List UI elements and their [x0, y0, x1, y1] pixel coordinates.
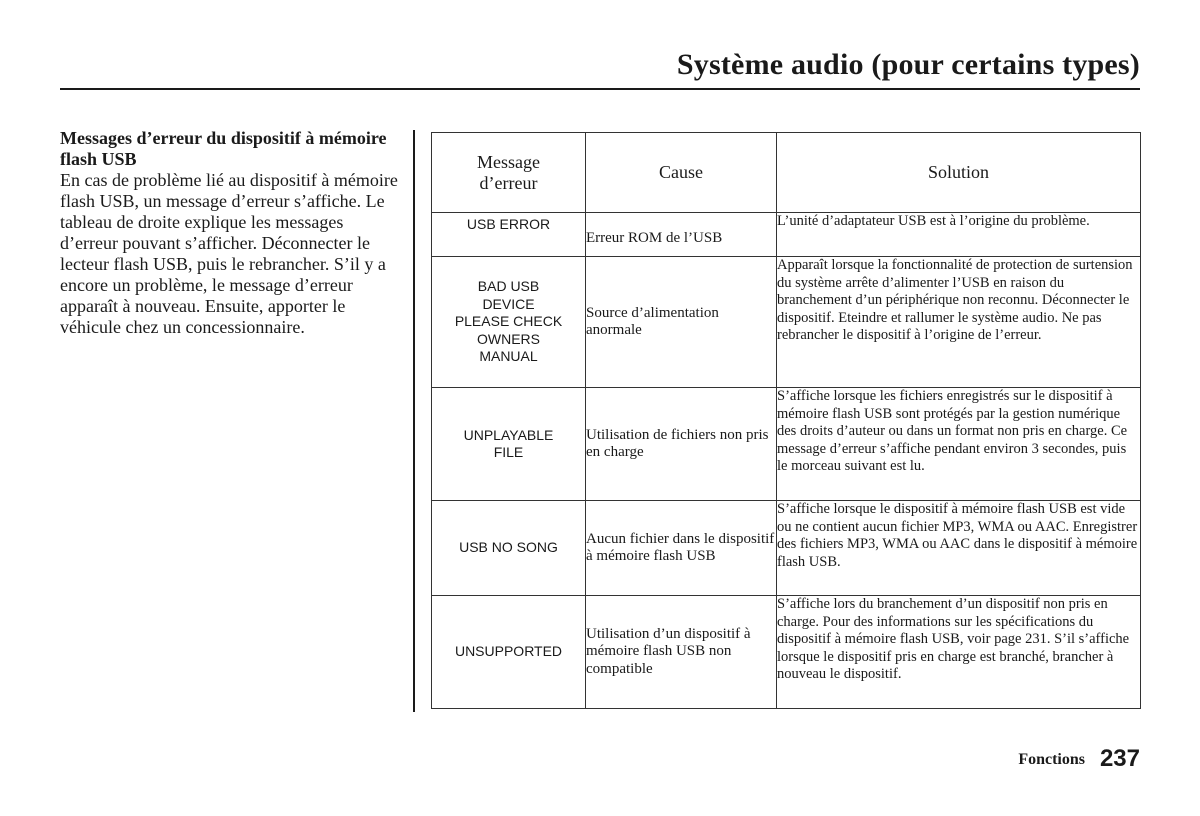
- solution-text: Apparaît lorsque la fonctionnalité de protection de surtension du système arrête d’alimenter l’USB en raison du branchement d’un périphérique non reconnu. Déconnecter le dispositif. Eteindre et rallumer le système audio. Ne pas rebrancher le dispositif à l’origine de l’erreur.: [777, 257, 1133, 343]
- table-row: [432, 257, 1141, 388]
- error-message-cell: [432, 388, 586, 501]
- solution-cell: [777, 257, 1141, 388]
- table-header-row: [432, 133, 1141, 213]
- table-row: [432, 596, 1141, 709]
- intro-section: [60, 128, 400, 338]
- solution-text: S’affiche lorsque le dispositif à mémoire flash USB est vide ou ne contient aucun fichier MP3, WMA ou AAC. Enregistrer des fichiers MP3, WMA ou AAC dans le dispositif à mémoire flash USB.: [777, 501, 1138, 570]
- solution-text: S’affiche lorsque les fichiers enregistrés sur le dispositif à mémoire flash USB sont protégés par la gestion numérique des droits d’auteur ou dans un format non pris en charge. Ce message d’erreur s’affiche pendant environ 3 secondes, puis le morceau suivant est lu.: [777, 388, 1128, 474]
- header-message: [432, 133, 586, 213]
- solution-cell: [777, 501, 1141, 596]
- footer-section-label: Fonctions: [1018, 751, 1085, 768]
- header-message-text: Message d’erreur: [477, 151, 540, 193]
- title-divider: [60, 88, 1140, 90]
- cause-cell: [586, 596, 777, 709]
- cause-text: Utilisation d’un dispositif à mémoire flash USB non compatible: [586, 625, 751, 677]
- error-message: UNSUPPORTED: [454, 643, 563, 660]
- error-message: USB ERROR: [466, 216, 551, 232]
- table-row: [432, 501, 1141, 596]
- table-row: [432, 388, 1141, 501]
- error-message: USB NO SONG: [459, 539, 558, 556]
- solution-cell: [777, 213, 1141, 257]
- header-cause: Cause: [586, 133, 777, 213]
- cause-text: Source d’alimentation anormale: [586, 304, 719, 338]
- table-row: [432, 213, 1141, 257]
- error-message: UNPLAYABLE FILE: [463, 426, 554, 460]
- header-solution: Solution: [777, 133, 1141, 213]
- cause-text: Aucun fichier dans le dispositif à mémoire flash USB: [586, 530, 775, 564]
- error-messages-table: [431, 132, 1141, 709]
- cause-cell: [586, 501, 777, 596]
- error-message-cell: [432, 257, 586, 388]
- cause-text: Erreur ROM de l’USB: [586, 229, 723, 246]
- error-message-cell: [432, 213, 586, 257]
- cause-cell: [586, 257, 777, 388]
- cause-cell: [586, 213, 777, 257]
- intro-heading: Messages d’erreur du dispositif à mémoire flash USB: [60, 128, 387, 169]
- error-message-cell: [432, 501, 586, 596]
- cause-text: Utilisation de fichiers non pris en charge: [586, 426, 769, 460]
- solution-cell: [777, 596, 1141, 709]
- page-title: Système audio (pour certains types): [676, 48, 1140, 81]
- intro-body: En cas de problème lié au dispositif à mémoire flash USB, un message d’erreur s’affiche. Le tableau de droite explique les messages d’erreur pouvant s’afficher. Déconnecter le lecteur flash USB, puis le rebrancher. S’il y a encore un problème, le message d’erreur apparaît à nouveau. Ensuite, apporter le véhicule chez un concessionnaire.: [60, 170, 398, 337]
- error-message: BAD USB DEVICE PLEASE CHECK OWNERS MANUAL: [454, 278, 563, 365]
- solution-text: L’unité d’adaptateur USB est à l’origine du problème.: [777, 213, 1090, 229]
- cause-cell: [586, 388, 777, 501]
- column-divider: [413, 130, 415, 712]
- solution-text: S’affiche lors du branchement d’un dispositif non pris en charge. Pour des informations sur les spécifications du dispositif à mémoire flash USB, voir page 231. S’il s’affiche lorsque le dispositif pris en charge est branché, brancher à nouveau le dispositif.: [777, 596, 1130, 682]
- page-number: 237: [1099, 745, 1140, 772]
- solution-cell: [777, 388, 1141, 501]
- error-message-cell: [432, 596, 586, 709]
